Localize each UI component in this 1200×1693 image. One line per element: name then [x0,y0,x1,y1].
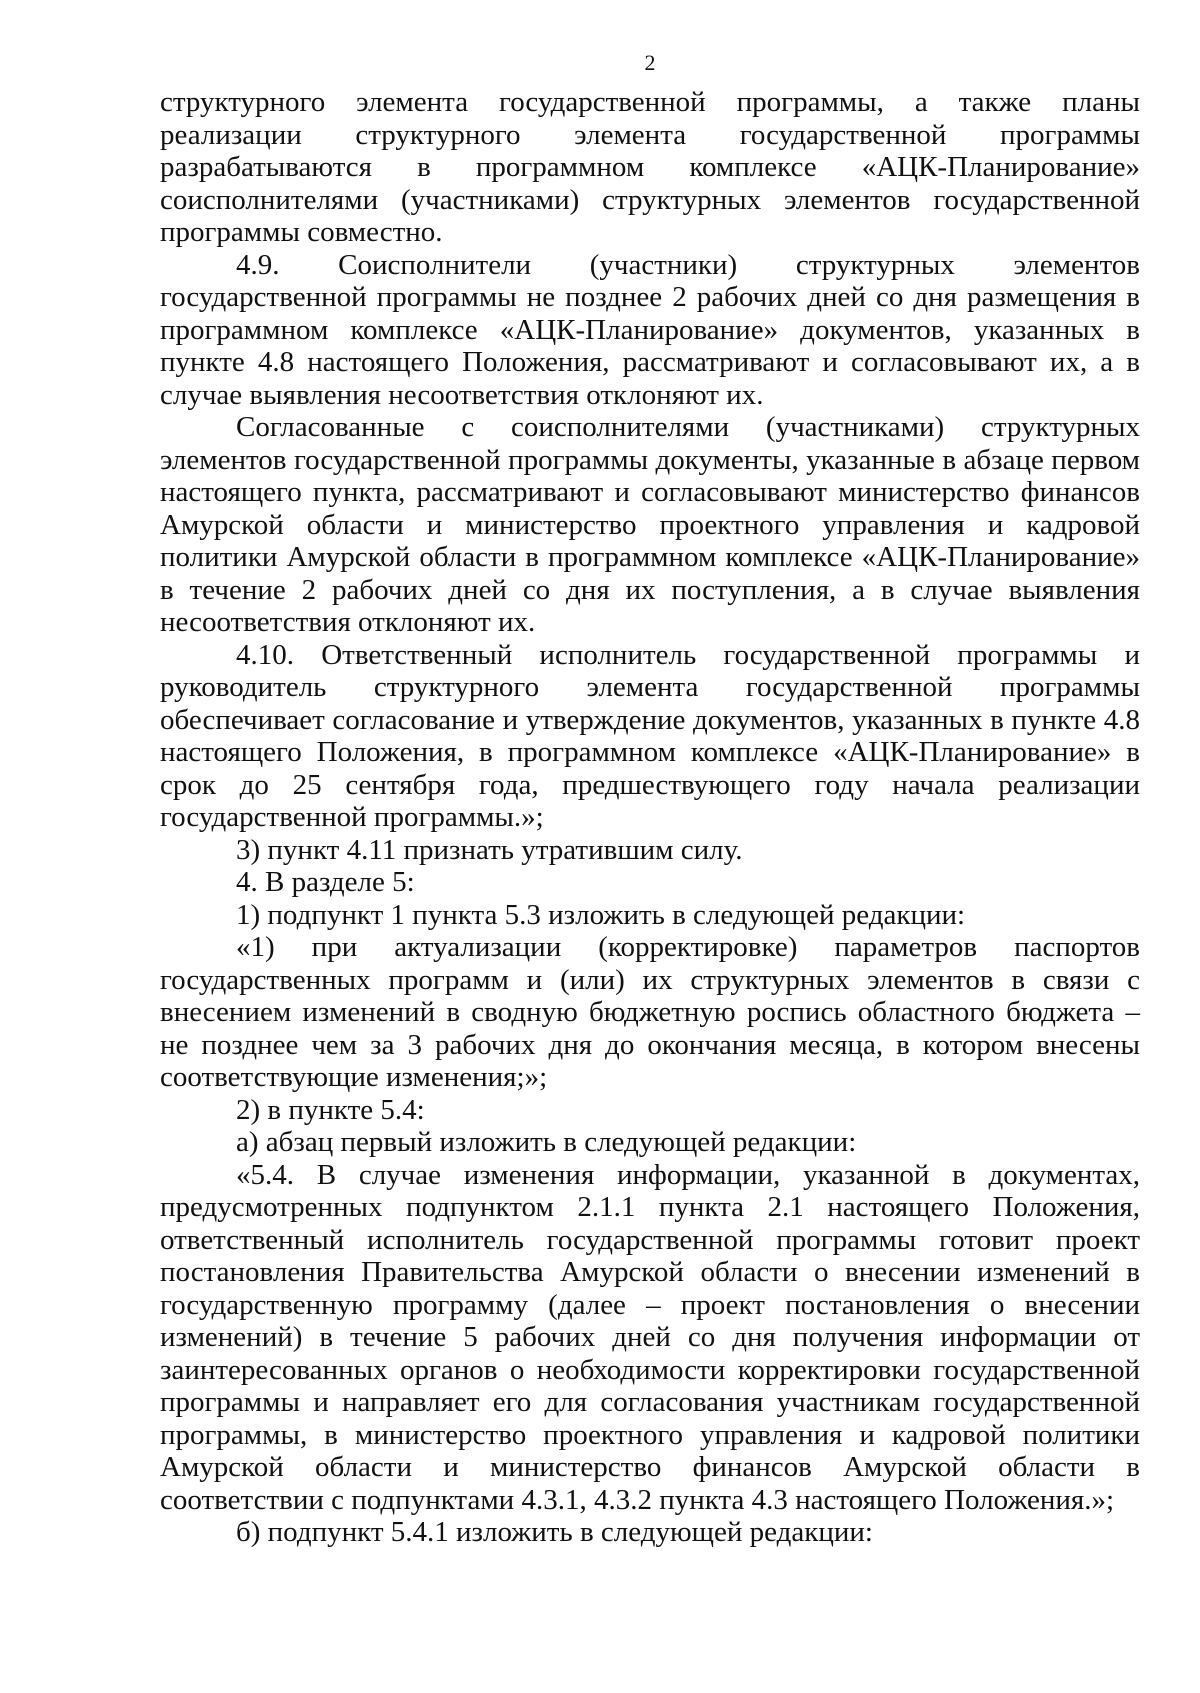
paragraph: б) подпункт 5.4.1 изложить в следующей редакции: [236,1516,873,1548]
paragraph: а) абзац первый изложить в следующей редакции: [236,1126,857,1158]
paragraph: «1) при актуализации (корректировке) параметров паспортов государственных программ и (или) их структурных элементов в связи с внесением изменений в сводную бюджетную роспись областного бюджета – не позднее чем за 3 рабочих дня до окончания месяца, в котором внесены соответствующие изменения;»; [160,931,1140,1093]
paragraph: 4.10. Ответственный исполнитель государственной программы и руководитель структурного элемента государственной программы обеспечивает согласование и утверждение документов, указанных в пункте 4.8 настоящего Положения, в программном комплексе «АЦК-Планирование» в срок до 25 сентября года, предшествующего году начала реализации государственной программы.»; [160,638,1140,833]
page-number: 2 [644,50,656,75]
paragraph: 4. В разделе 5: [236,866,415,898]
paragraph: 4.9. Соисполнители (участники) структурных элементов государственной программы не позднее 2 рабочих дней со дня размещения в программном комплексе «АЦК-Планирование» документов, указанных в пункте 4.8 настоящего Положения, рассматривают и согласовывают их, а в случае выявления несоответствия отклоняют их. [160,248,1140,411]
paragraph: 2) в пункте 5.4: [236,1093,425,1126]
paragraph: 3) пункт 4.11 признать утратившим силу. [236,833,743,866]
paragraph: «5.4. В случае изменения информации, указанной в документах, предусмотренных подпунктом 2.1.1 пункта 2.1 настоящего Положения, ответственный исполнитель государственной программы готовит проект постановления Правительства Амурской области о внесении изменений в государственную программу (далее – проект постановления о внесении изменений) в течение 5 рабочих дней со дня получения информации от заинтересованных органов о необходимости корректировки государственной программы и направляет его для согласования участникам государственной программы, в министерство проектного управления и кадровой политики Амурской области и министерство финансов Амурской области в соответствии с подпунктами 4.3.1, 4.3.2 пункта 4.3 настоящего Положения.»; [160,1158,1140,1516]
paragraph: Согласованные с соисполнителями (участниками) структурных элементов государственной программы документы, указанные в абзаце первом настоящего пункта, рассматривают и согласовывают министерство финансов Амурской области и министерство проектного управления и кадровой политики Амурской области в программном комплексе «АЦК-Планирование» в течение 2 рабочих дней со дня их поступления, а в случае выявления несоответствия отклоняют их. [160,411,1140,638]
paragraph: 1) подпункт 1 пункта 5.3 изложить в следующей редакции: [236,898,966,931]
document-body [160,86,1140,1549]
paragraph: структурного элемента государственной программы, а также планы реализации структурного элемента государственной программы разрабатываются в программном комплексе «АЦК-Планирование» соисполнителями (участниками) структурных элементов государственной программы совместно. [160,86,1140,248]
